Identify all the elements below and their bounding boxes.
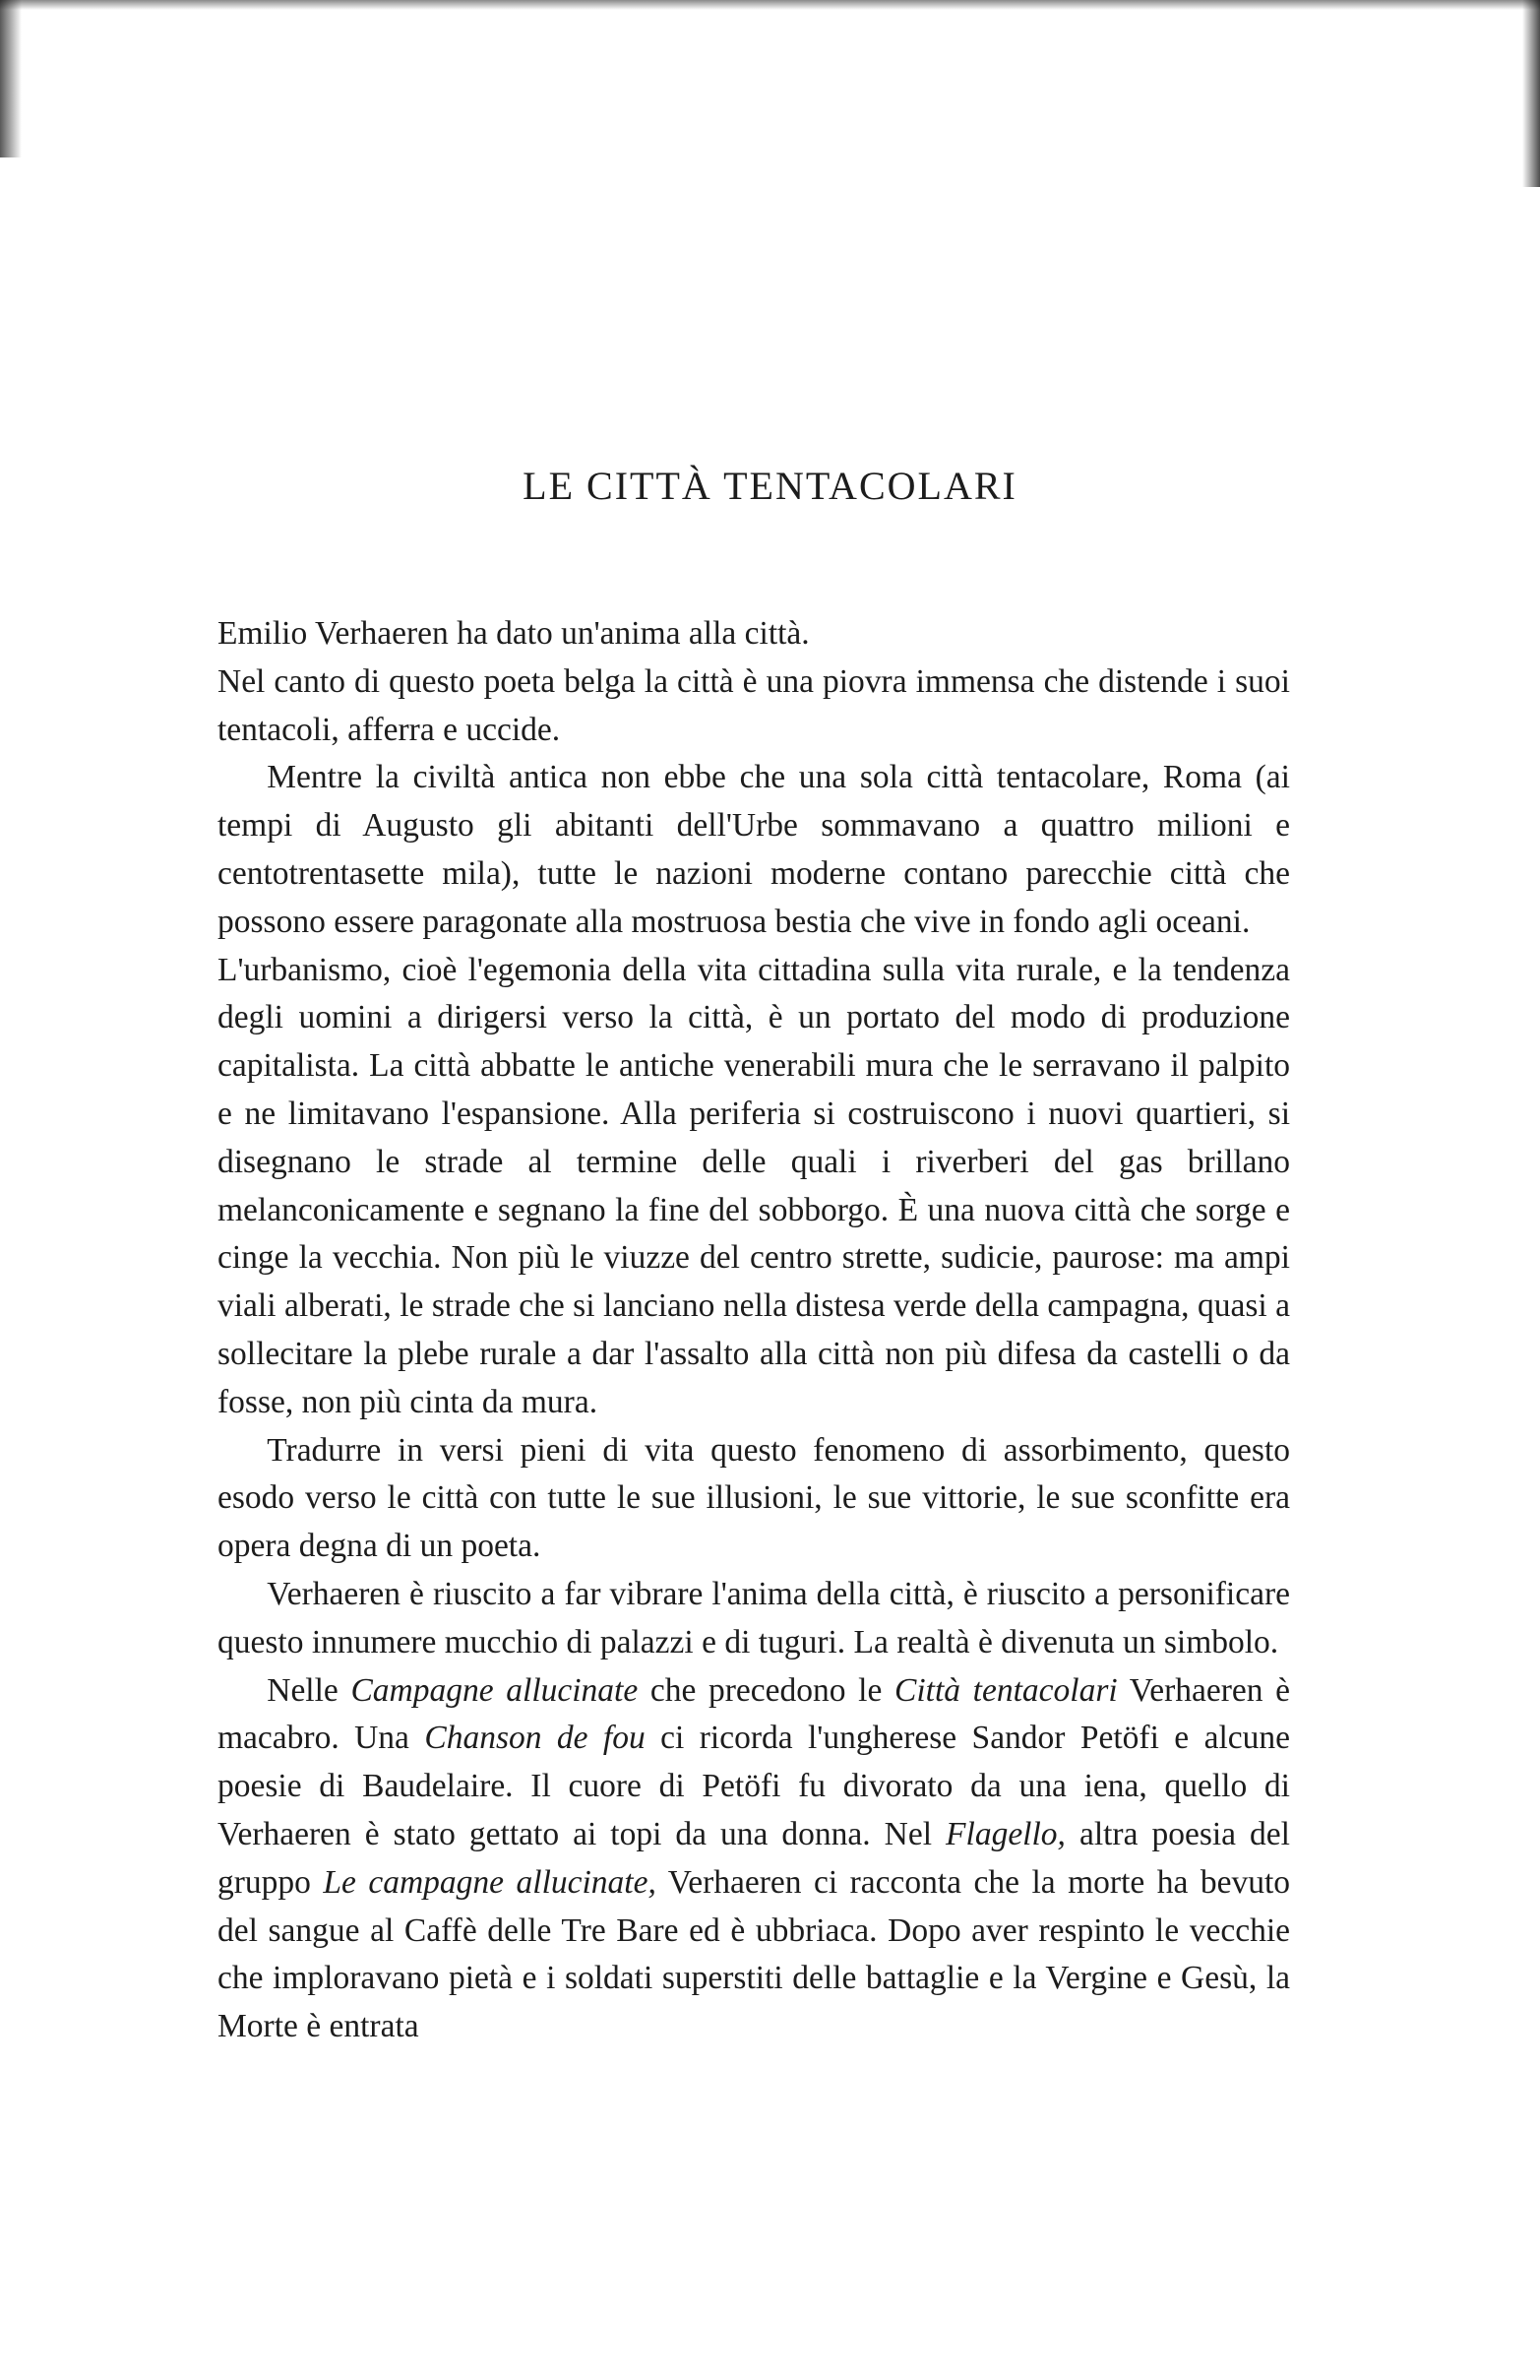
paragraph-2: Nel canto di questo poeta belga la città è una piovra immensa che distende i suoi tentacoli, afferra e uccide. xyxy=(217,662,1290,748)
text-run: Verhaeren ci racconta che la morte ha bevuto del sangue al Caffè delle Tre Bare ed è ubbriaca. Dopo aver respinto le vecchie che imploravano pietà e i soldati superstiti delle battaglie e la Vergine e Gesù, la Morte è entrata xyxy=(217,1863,1291,2045)
italic-title-campagne-allucinate: Campagne allucinate xyxy=(350,1671,639,1709)
paragraph-4: L'urbanismo, cioè l'egemonia della vita cittadina sulla vita rurale, e la tendenza degli uomini a dirigersi verso la città, è un portato del modo di produzione capitalista. La città abbatte le antiche venerabili mura che le serravano il palpito e ne limitavano l'espansione. Alla periferia si costruiscono i nuovi quartieri, si disegnano le strade al termine delle quali i riverberi del gas brillano melanconicamente e segnano la fine del sobborgo. È una nuova città che sorge e cinge la vecchia. Non più le viuzze del centro strette, sudicie, paurose: ma ampi viali alberati, le strade che si lanciano nella distesa verde della campagna, quasi a sollecitare la plebe rurale a dar l'assalto alla città non più difesa da castelli o da fosse, non più cinta da mura. xyxy=(217,951,1290,1420)
paragraph-7 xyxy=(217,1667,1290,2051)
text-run: che precedono le xyxy=(638,1671,895,1709)
italic-title-le-campagne-allucinate: Le campagne allucinate, xyxy=(323,1863,656,1901)
italic-title-citta-tentacolari: Città tentacolari xyxy=(894,1671,1118,1709)
text-run: altra poesia del gruppo xyxy=(217,1815,1290,1901)
paragraph-1: Emilio Verhaeren ha dato un'anima alla città. xyxy=(217,615,810,652)
scan-edge-top xyxy=(0,0,1540,10)
text-run: ci ricorda l'ungherese Sandor Petöfi e alcune poesie di Baudelaire. Il cuore di Petöfi fu divorato da una iena, quello di Verhaeren è stato gettato ai topi da una donna. Nel xyxy=(217,1720,1291,1852)
italic-title-flagello: Flagello, xyxy=(946,1815,1066,1852)
text-run: Nelle xyxy=(267,1671,351,1709)
scan-edge-right xyxy=(1522,0,1540,187)
scan-edge-left xyxy=(0,0,22,157)
chapter-body xyxy=(217,610,1290,2051)
chapter-title: LE CITTÀ TENTACOLARI xyxy=(523,464,1017,508)
paragraph-3: Mentre la civiltà antica non ebbe che una sola città tentacolare, Roma (ai tempi di Augusto gli abitanti dell'Urbe sommavano a quattro milioni e centotrentasette mila), tutte le nazioni moderne contano parecchie città che possono essere paragonate alla mostruosa bestia che vive in fondo agli oceani. xyxy=(217,759,1290,940)
text-run: Verhaeren è macabro. Una xyxy=(217,1671,1291,1757)
paragraph-5: Tradurre in versi pieni di vita questo fenomeno di assorbimento, questo esodo verso le città con tutte le sue illusioni, le sue vittorie, le sue sconfitte era opera degna di un poeta. xyxy=(217,1431,1290,1565)
paragraph-6: Verhaeren è riuscito a far vibrare l'anima della città, è riuscito a personificare questo innumere mucchio di palazzi e di tuguri. La realtà è divenuta un simbolo. xyxy=(217,1575,1290,1660)
italic-title-chanson-de-fou: Chanson de fou xyxy=(424,1720,646,1757)
